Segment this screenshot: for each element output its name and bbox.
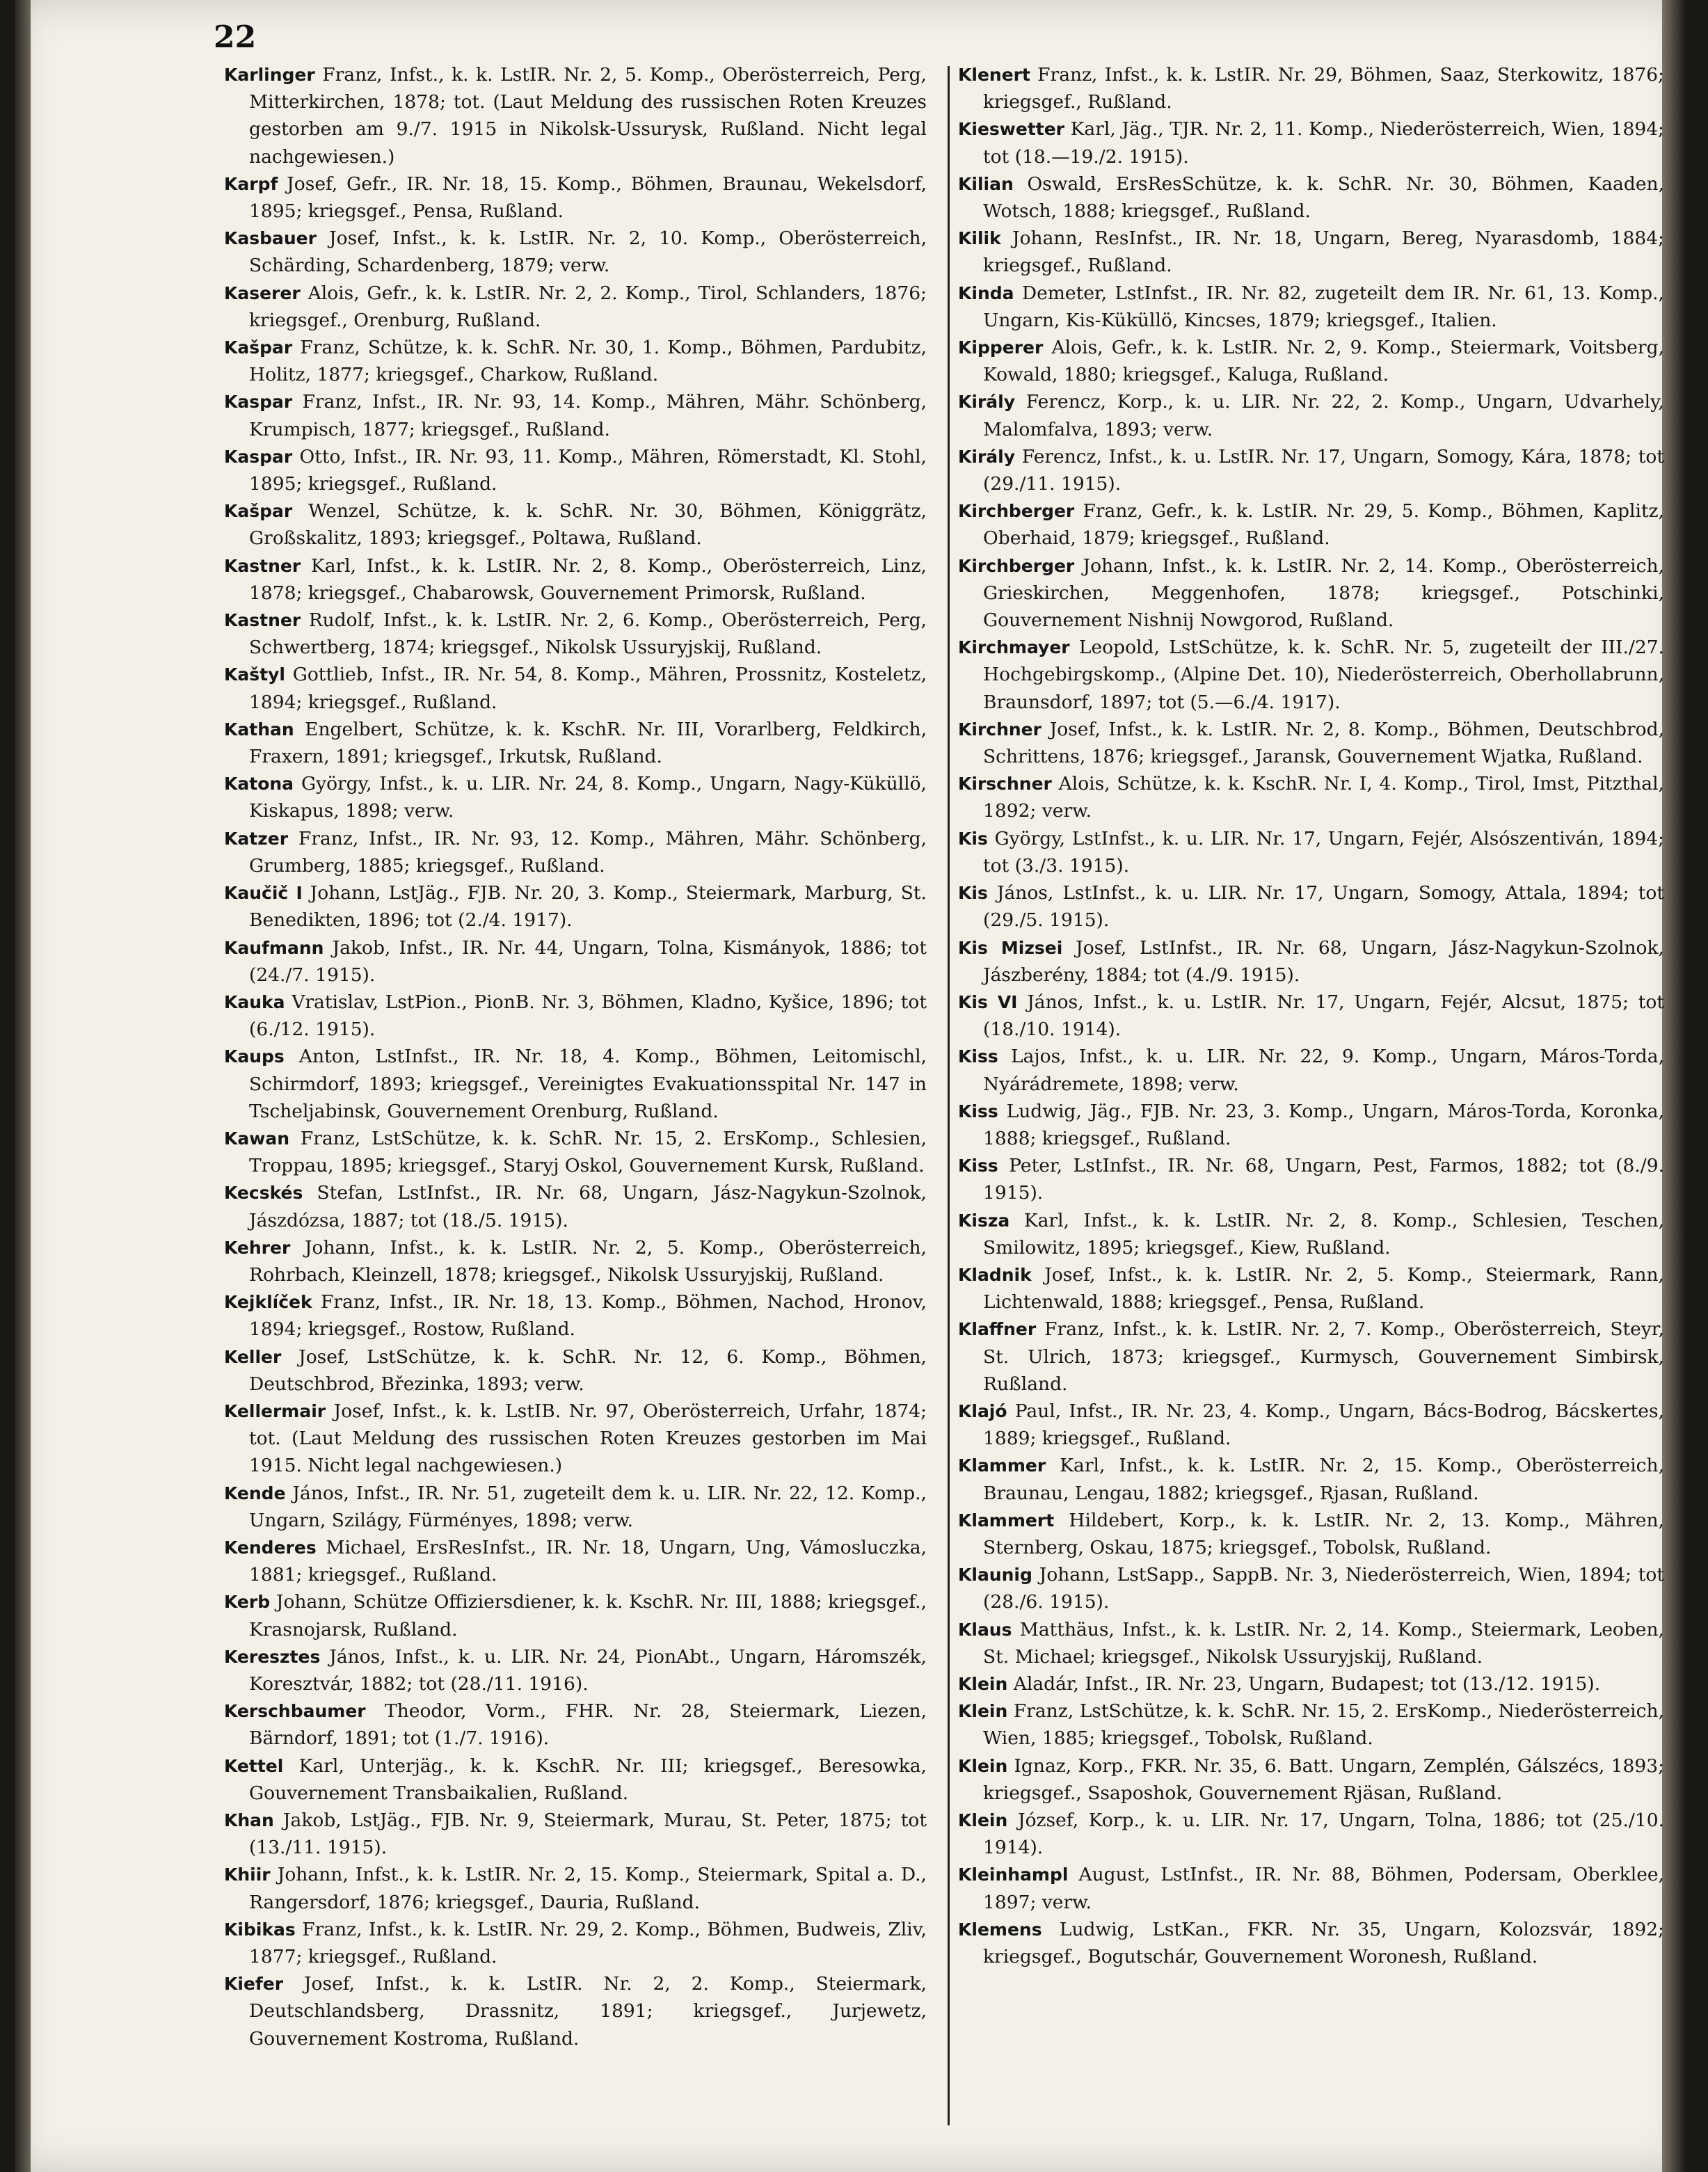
- entry-details: Alois, Schütze, k. k. KschR. Nr. I, 4. Komp., Tirol, Imst, Pitzthal, 1892; verw.: [983, 773, 1664, 822]
- entry-surname: Kleinhampl: [958, 1864, 1069, 1885]
- entry-details: Hildebert, Korp., k. k. LstIR. Nr. 2, 13. Komp., Mähren, Sternberg, Oskau, 1875; kriegsgef., Tobolsk, Rußland.: [983, 1509, 1664, 1558]
- casualty-entry: [224, 443, 927, 497]
- entry-surname: Klaffner: [958, 1319, 1037, 1340]
- right-column: [958, 61, 1664, 2134]
- entry-surname: Király: [958, 446, 1016, 467]
- entry-surname: Kende: [224, 1483, 286, 1503]
- casualty-entry: [958, 825, 1664, 879]
- entry-details: Franz, LstSchütze, k. k. SchR. Nr. 15, 2. ErsKomp., Niederösterreich, Wien, 1885; kriegsgef., Tobolsk, Rußland.: [983, 1700, 1664, 1750]
- entry-surname: Klaus: [958, 1619, 1012, 1640]
- entry-surname: Khiir: [224, 1864, 271, 1885]
- entry-details: Franz, Schütze, k. k. SchR. Nr. 30, 1. Komp., Böhmen, Pardubitz, Holitz, 1877; kriegsgef., Charkow, Rußland.: [249, 337, 927, 386]
- entry-surname: Kisza: [958, 1210, 1010, 1231]
- casualty-entry: [224, 1288, 927, 1343]
- column-divider: [948, 66, 950, 2125]
- entry-details: János, Infst., k. u. LstIR. Nr. 17, Ungarn, Fejér, Alcsut, 1875; tot (18./10. 1914).: [983, 991, 1664, 1041]
- entry-details: Franz, Infst., IR. Nr. 93, 14. Komp., Mähren, Mähr. Schönberg, Krumpisch, 1877; kriegsgef., Rußland.: [249, 391, 927, 440]
- entry-details: Rudolf, Infst., k. k. LstIR. Nr. 2, 6. Komp., Oberösterreich, Perg, Schwertberg, 1874; kriegsgef., Nikolsk Ussuryjskij, Rußland.: [249, 609, 927, 659]
- page-number: 22: [214, 19, 257, 55]
- entry-details: Paul, Infst., IR. Nr. 23, 4. Komp., Ungarn, Bács-Bodrog, Bácskertes, 1889; kriegsgef., Rußland.: [983, 1400, 1664, 1450]
- casualty-entry: [224, 1643, 927, 1698]
- entry-surname: Kellermair: [224, 1400, 326, 1421]
- entry-details: Josef, Infst., k. k. LstIR. Nr. 2, 2. Komp., Steiermark, Deutschlandsberg, Drassnitz, 1891; kriegsgef., Jurjewetz, Gouvernement Kostroma, Rußland.: [249, 1973, 927, 2050]
- casualty-entry: [958, 225, 1664, 279]
- entry-details: Jakob, LstJäg., FJB. Nr. 9, Steiermark, Murau, St. Peter, 1875; tot (13./11. 1915).: [249, 1810, 927, 1859]
- entry-details: Franz, Gefr., k. k. LstIR. Nr. 29, 5. Komp., Böhmen, Kaplitz, Oberhaid, 1879; kriegsgef., Rußland.: [983, 500, 1664, 550]
- entry-details: Josef, Gefr., IR. Nr. 18, 15. Komp., Böhmen, Braunau, Wekelsdorf, 1895; kriegsgef., Pensa, Rußland.: [249, 173, 927, 223]
- entry-surname: Kilian: [958, 173, 1014, 194]
- entry-details: Franz, Infst., k. k. LstIR. Nr. 29, 2. Komp., Böhmen, Budweis, Zliv, 1877; kriegsgef., Rußland.: [249, 1918, 927, 1968]
- entry-surname: Kaups: [224, 1046, 285, 1067]
- entry-surname: Kerb: [224, 1592, 271, 1613]
- entry-surname: Klajó: [958, 1400, 1007, 1421]
- entry-surname: Klaunig: [958, 1565, 1032, 1586]
- entry-surname: Kaštyl: [224, 664, 285, 685]
- entry-surname: Kis VI: [958, 991, 1018, 1012]
- casualty-entry: [958, 280, 1664, 334]
- entry-surname: Kiss: [958, 1046, 998, 1067]
- entry-details: Johann, Infst., k. k. LstIR. Nr. 2, 14. Komp., Oberösterreich, Grieskirchen, Meggenhofen, 1878; kriegsgef., Potschinki, Gouvernement Nishnij Nowgorod, Rußland.: [983, 554, 1664, 632]
- casualty-entry: [224, 1970, 927, 2052]
- entry-details: Ferencz, Korp., k. u. LIR. Nr. 22, 2. Komp., Ungarn, Udvarhely, Malomfalva, 1893; verw.: [983, 391, 1664, 440]
- entry-surname: Kastner: [224, 555, 301, 576]
- casualty-entry: [958, 879, 1664, 934]
- entry-details: Josef, LstInfst., IR. Nr. 68, Ungarn, Jász-Nagykun-Szolnok, Jászberény, 1884; tot (4./9. 1915).: [983, 936, 1664, 986]
- entry-details: János, LstInfst., k. u. LIR. Nr. 17, Ungarn, Somogy, Attala, 1894; tot (29./5. 1915).: [983, 882, 1664, 932]
- entry-details: Ignaz, Korp., FKR. Nr. 35, 6. Batt. Ungarn, Zemplén, Gálszécs, 1893; kriegsgef., Ssaposhok, Gouvernement Rjäsan, Rußland.: [983, 1755, 1664, 1804]
- casualty-entry: [958, 1452, 1664, 1506]
- casualty-entry: [224, 825, 927, 879]
- entry-details: Engelbert, Schütze, k. k. KschR. Nr. III, Vorarlberg, Feldkirch, Fraxern, 1891; kriegsgef., Irkutsk, Rußland.: [249, 718, 927, 768]
- casualty-entry: [224, 1043, 927, 1125]
- casualty-entry: [958, 61, 1664, 115]
- casualty-entry: [958, 634, 1664, 716]
- entry-surname: Kis Mizsei: [958, 937, 1063, 958]
- entry-surname: Kieswetter: [958, 119, 1065, 140]
- entry-surname: Keller: [224, 1346, 282, 1367]
- entry-surname: Kilik: [958, 228, 1001, 249]
- entry-details: Alois, Gefr., k. k. LstIR. Nr. 2, 9. Komp., Steiermark, Voitsberg, Kowald, 1880; kriegsgef., Kaluga, Rußland.: [983, 337, 1664, 386]
- casualty-entry: [958, 716, 1664, 770]
- casualty-entry: [958, 1807, 1664, 1861]
- entry-surname: Klammer: [958, 1455, 1046, 1476]
- casualty-entry: [958, 388, 1664, 442]
- entry-surname: Katzer: [224, 828, 289, 849]
- casualty-entry: [958, 1316, 1664, 1398]
- entry-surname: Kašpar: [224, 501, 293, 522]
- entry-details: Johann, Infst., k. k. LstIR. Nr. 2, 15. Komp., Steiermark, Spital a. D., Rangersdorf, 1876; kriegsgef., Dauria, Rußland.: [249, 1864, 927, 1913]
- entry-surname: Kladnik: [958, 1264, 1032, 1285]
- entry-details: Oswald, ErsResSchütze, k. k. SchR. Nr. 30, Böhmen, Kaaden, Wotsch, 1888; kriegsgef., Rußland.: [983, 173, 1664, 223]
- entry-surname: Kirschner: [958, 774, 1052, 794]
- page-edge-right: [1662, 0, 1685, 2172]
- entry-details: Johann, ResInfst., IR. Nr. 18, Ungarn, Bereg, Nyarasdomb, 1884; kriegsgef., Rußland.: [983, 227, 1664, 277]
- entry-details: János, Infst., IR. Nr. 51, zugeteilt dem k. u. LIR. Nr. 22, 12. Komp., Ungarn, Szilágy, Fürményes, 1898; verw.: [249, 1482, 927, 1531]
- casualty-entry: [958, 989, 1664, 1043]
- entry-surname: Klein: [958, 1755, 1008, 1776]
- casualty-entry: [958, 1398, 1664, 1452]
- page-edge-left: [15, 0, 31, 2172]
- casualty-entry: [224, 1698, 927, 1752]
- entry-details: Josef, Infst., k. k. LstIR. Nr. 2, 8. Komp., Böhmen, Deutschbrod, Schrittens, 1876; kriegsgef., Jaransk, Gouvernement Wjatka, Rußland.: [983, 718, 1664, 768]
- entry-details: Matthäus, Infst., k. k. LstIR. Nr. 2, 14. Komp., Steiermark, Leoben, St. Michael; kriegsgef., Nikolsk Ussuryjskij, Rußland.: [983, 1618, 1664, 1668]
- casualty-entry: [224, 716, 927, 770]
- casualty-entry: [224, 388, 927, 442]
- entry-surname: Kirchner: [958, 719, 1041, 740]
- entry-details: Josef, Infst., k. k. LstIR. Nr. 2, 5. Komp., Steiermark, Rann, Lichtenwald, 1888; kriegsgef., Pensa, Rußland.: [983, 1263, 1664, 1313]
- entry-details: Josef, LstSchütze, k. k. SchR. Nr. 12, 6. Komp., Böhmen, Deutschbrod, Březinka, 1893; verw.: [249, 1345, 927, 1395]
- entry-surname: Klein: [958, 1673, 1008, 1694]
- entry-surname: Karlinger: [224, 65, 315, 85]
- entry-surname: Kaspar: [224, 446, 293, 467]
- entry-surname: Khan: [224, 1810, 274, 1830]
- entry-surname: Kehrer: [224, 1237, 291, 1258]
- casualty-entry: [224, 661, 927, 715]
- entry-details: Otto, Infst., IR. Nr. 93, 11. Komp., Mähren, Römerstadt, Kl. Stohl, 1895; kriegsgef., Rußland.: [249, 445, 927, 495]
- casualty-entry: [958, 497, 1664, 552]
- entry-surname: Kiefer: [224, 1974, 284, 1995]
- casualty-entry: [224, 497, 927, 552]
- entry-surname: Kipperer: [958, 337, 1044, 358]
- entry-surname: Kecskés: [224, 1183, 303, 1204]
- entry-details: Franz, Infst., IR. Nr. 93, 12. Komp., Mähren, Mähr. Schönberg, Grumberg, 1885; kriegsgef., Rußland.: [249, 827, 927, 877]
- entry-surname: Kirchberger: [958, 501, 1075, 522]
- entry-surname: Klenert: [958, 65, 1030, 85]
- entry-details: Johann, Schütze Offiziersdiener, k. k. KschR. Nr. III, 1888; kriegsgef., Krasnojarsk, Rußland.: [249, 1591, 927, 1640]
- entry-details: Ludwig, Jäg., FJB. Nr. 23, 3. Komp., Ungarn, Máros-Torda, Koronka, 1888; kriegsgef., Rußland.: [983, 1100, 1664, 1149]
- entry-surname: Klein: [958, 1701, 1008, 1722]
- entry-details: János, Infst., k. u. LIR. Nr. 24, PionAbt., Ungarn, Háromszék, Koresztvár, 1882; tot (28./11. 1916).: [249, 1645, 927, 1695]
- casualty-entry: [224, 1861, 927, 1915]
- entry-details: Aladár, Infst., IR. Nr. 23, Ungarn, Budapest; tot (13./12. 1915).: [1013, 1672, 1601, 1695]
- left-column: [224, 61, 927, 2134]
- entry-details: József, Korp., k. u. LIR. Nr. 17, Ungarn, Tolna, 1886; tot (25./10. 1914).: [983, 1810, 1664, 1859]
- entry-surname: Katona: [224, 774, 294, 794]
- entry-surname: Karpf: [224, 173, 278, 194]
- entry-details: Demeter, LstInfst., IR. Nr. 82, zugeteilt dem IR. Nr. 61, 13. Komp., Ungarn, Kis-Küküllö, Kincses, 1879; kriegsgef., Italien.: [983, 282, 1664, 331]
- casualty-entry: [224, 989, 927, 1043]
- casualty-entry: [958, 934, 1664, 989]
- casualty-entry: [958, 1752, 1664, 1807]
- entry-details: Alois, Gefr., k. k. LstIR. Nr. 2, 2. Komp., Tirol, Schlanders, 1876; kriegsgef., Orenburg, Rußland.: [249, 282, 927, 331]
- entry-details: Leopold, LstSchütze, k. k. SchR. Nr. 5, zugeteilt der III./27. Hochgebirgskomp., (Alpine Det. 10), Niederösterreich, Oberhollabrunn, Braunsdorf, 1897; tot (5.—6./4. 1917).: [983, 637, 1664, 713]
- entry-details: Johann, LstSapp., SappB. Nr. 3, Niederösterreich, Wien, 1894; tot (28./6. 1915).: [983, 1564, 1664, 1613]
- casualty-entry: [224, 1752, 927, 1807]
- entry-details: Karl, Jäg., TJR. Nr. 2, 11. Komp., Niederösterreich, Wien, 1894; tot (18.—19./2. 1915).: [983, 118, 1664, 168]
- book-page: [15, 0, 1685, 2172]
- entry-details: Karl, Infst., k. k. LstIR. Nr. 2, 8. Komp., Oberösterreich, Linz, 1878; kriegsgef., Chabarowsk, Gouvernement Primorsk, Rußland.: [249, 554, 927, 604]
- entry-details: Josef, Infst., k. k. LstIR. Nr. 2, 10. Komp., Oberösterreich, Schärding, Schardenberg, 1879; verw.: [249, 227, 927, 277]
- casualty-entry: [224, 1916, 927, 1970]
- entry-surname: Kathan: [224, 719, 294, 740]
- entry-surname: Kirchberger: [958, 555, 1075, 576]
- entry-details: August, LstInfst., IR. Nr. 88, Böhmen, Podersam, Oberklee, 1897; verw.: [983, 1864, 1664, 1913]
- entry-details: Anton, LstInfst., IR. Nr. 18, 4. Komp., Böhmen, Leitomischl, Schirmdorf, 1893; kriegsgef., Vereinigtes Evakuationsspital Nr. 147 in Tscheljabinsk, Gouvernement Orenburg, Rußland.: [249, 1046, 927, 1122]
- casualty-entry: [224, 552, 927, 607]
- casualty-entry: [958, 1698, 1664, 1752]
- casualty-entry: [958, 1616, 1664, 1670]
- entry-details: Franz, Infst., IR. Nr. 18, 13. Komp., Böhmen, Nachod, Hronov, 1894; kriegsgef., Rostow, Rußland.: [249, 1291, 927, 1341]
- entry-surname: Klemens: [958, 1919, 1042, 1940]
- casualty-entry: [224, 1179, 927, 1233]
- entry-details: Theodor, Vorm., FHR. Nr. 28, Steiermark, Liezen, Bärndorf, 1891; tot (1./7. 1916).: [249, 1700, 927, 1750]
- casualty-entry: [224, 1234, 927, 1288]
- entry-surname: Kiss: [958, 1101, 998, 1121]
- entry-surname: Kastner: [224, 610, 301, 631]
- entry-details: Franz, Infst., k. k. LstIR. Nr. 2, 5. Komp., Oberösterreich, Perg, Mitterkirchen, 1878; tot. (Laut Meldung des russischen Roten Kreuzes gestorben am 9./7. 1915 in Nikolsk-Ussurysk, Rußland. Nicht legal nachgewiesen.): [249, 64, 927, 168]
- entry-surname: Kirchmayer: [958, 637, 1070, 658]
- entry-surname: Klammert: [958, 1510, 1055, 1531]
- entry-details: Peter, LstInfst., IR. Nr. 68, Ungarn, Pest, Farmos, 1882; tot (8./9. 1915).: [983, 1155, 1664, 1204]
- casualty-entry: [224, 280, 927, 334]
- entry-surname: Kasbauer: [224, 228, 317, 249]
- entry-surname: Kejklíček: [224, 1292, 312, 1313]
- casualty-entry: [958, 1916, 1664, 1970]
- entry-surname: Kis: [958, 883, 988, 904]
- casualty-entry: [224, 1807, 927, 1861]
- casualty-entry: [958, 1207, 1664, 1261]
- entry-surname: Kettel: [224, 1755, 284, 1776]
- casualty-entry: [958, 1043, 1664, 1097]
- entry-surname: Kenderes: [224, 1537, 317, 1558]
- entry-surname: Király: [958, 392, 1016, 413]
- casualty-entry: [224, 879, 927, 934]
- entry-details: Vratislav, LstPion., PionB. Nr. 3, Böhmen, Kladno, Kyšice, 1896; tot (6./12. 1915).: [249, 991, 927, 1041]
- entry-surname: Kerschbaumer: [224, 1701, 366, 1722]
- entry-details: György, Infst., k. u. LIR. Nr. 24, 8. Komp., Ungarn, Nagy-Küküllö, Kiskapus, 1898; verw.: [249, 773, 927, 822]
- casualty-entry: [958, 552, 1664, 634]
- casualty-entry: [224, 1588, 927, 1643]
- casualty-entry: [958, 1152, 1664, 1206]
- entry-details: Ferencz, Infst., k. u. LstIR. Nr. 17, Ungarn, Somogy, Kára, 1878; tot (29./11. 1915).: [983, 445, 1664, 495]
- casualty-entry: [958, 1507, 1664, 1561]
- casualty-entry: [224, 1343, 927, 1398]
- entry-surname: Kis: [958, 828, 988, 849]
- casualty-entry: [224, 1534, 927, 1588]
- entry-details: Franz, Infst., k. k. LstIR. Nr. 29, Böhmen, Saaz, Sterkowitz, 1876; kriegsgef., Rußland.: [983, 64, 1664, 113]
- entry-details: Karl, Unterjäg., k. k. KschR. Nr. III; kriegsgef., Beresowka, Gouvernement Transbaikalien, Rußland.: [249, 1755, 927, 1804]
- casualty-entry: [224, 1398, 927, 1480]
- entry-details: György, LstInfst., k. u. LIR. Nr. 17, Ungarn, Fejér, Alsószentiván, 1894; tot (3./3. 1915).: [983, 827, 1664, 877]
- entry-details: Jakob, Infst., IR. Nr. 44, Ungarn, Tolna, Kismányok, 1886; tot (24./7. 1915).: [249, 936, 927, 986]
- entry-details: Lajos, Infst., k. u. LIR. Nr. 22, 9. Komp., Ungarn, Máros-Torda, Nyárádremete, 1898; verw.: [983, 1046, 1664, 1095]
- entry-surname: Kinda: [958, 282, 1014, 303]
- entry-surname: Kašpar: [224, 337, 293, 358]
- entry-details: Johann, Infst., k. k. LstIR. Nr. 2, 5. Komp., Oberösterreich, Rohrbach, Kleinzell, 1878; kriegsgef., Nikolsk Ussuryjskij, Rußland.: [249, 1236, 927, 1286]
- casualty-entry: [224, 61, 927, 170]
- casualty-entry: [224, 1480, 927, 1534]
- entry-surname: Kaspar: [224, 392, 293, 413]
- casualty-entry: [958, 1861, 1664, 1915]
- casualty-entry: [958, 770, 1664, 824]
- entry-details: Josef, Infst., k. k. LstIB. Nr. 97, Oberösterreich, Urfahr, 1874; tot. (Laut Meldung des russischen Roten Kreuzes gestorben im Mai 1915. Nicht legal nachgewiesen.): [249, 1400, 927, 1477]
- casualty-entry: [958, 115, 1664, 170]
- entry-details: Michael, ErsResInfst., IR. Nr. 18, Ungarn, Ung, Vámosluczka, 1881; kriegsgef., Rußland.: [249, 1536, 927, 1586]
- casualty-entry: [958, 334, 1664, 388]
- casualty-entry: [224, 334, 927, 388]
- entry-details: Wenzel, Schütze, k. k. SchR. Nr. 30, Böhmen, Königgrätz, Großskalitz, 1893; kriegsgef., Poltawa, Rußland.: [249, 500, 927, 550]
- entry-surname: Kaučič I: [224, 883, 303, 904]
- casualty-entry: [224, 934, 927, 989]
- casualty-entry: [224, 1125, 927, 1179]
- entry-details: Franz, LstSchütze, k. k. SchR. Nr. 15, 2. ErsKomp., Schlesien, Troppau, 1895; kriegsgef., Staryj Oskol, Gouvernement Kursk, Rußland.: [249, 1127, 927, 1177]
- entry-surname: Klein: [958, 1810, 1008, 1830]
- casualty-entry: [958, 1670, 1664, 1698]
- entry-details: Franz, Infst., k. k. LstIR. Nr. 2, 7. Komp., Oberösterreich, Steyr, St. Ulrich, 1873; kriegsgef., Kurmysch, Gouvernement Simbirsk, Rußland.: [983, 1318, 1664, 1395]
- casualty-entry: [958, 170, 1664, 225]
- entry-surname: Keresztes: [224, 1646, 321, 1667]
- entry-details: Stefan, LstInfst., IR. Nr. 68, Ungarn, Jász-Nagykun-Szolnok, Jászdózsa, 1887; tot (18./5. 1915).: [249, 1182, 927, 1231]
- casualty-entry: [958, 443, 1664, 497]
- entry-details: Karl, Infst., k. k. LstIR. Nr. 2, 8. Komp., Schlesien, Teschen, Smilowitz, 1895; kriegsgef., Kiew, Rußland.: [983, 1209, 1664, 1259]
- entry-surname: Kiss: [958, 1156, 998, 1176]
- entry-details: Johann, LstJäg., FJB. Nr. 20, 3. Komp., Steiermark, Marburg, St. Benedikten, 1896; tot (2./4. 1917).: [249, 882, 927, 932]
- entry-details: Ludwig, LstKan., FKR. Nr. 35, Ungarn, Kolozsvár, 1892; kriegsgef., Bogutschár, Gouvernement Woronesh, Rußland.: [983, 1918, 1664, 1968]
- casualty-entry: [224, 607, 927, 661]
- casualty-entry: [958, 1561, 1664, 1615]
- entry-surname: Kauka: [224, 991, 285, 1012]
- entry-surname: Kaserer: [224, 282, 301, 303]
- entry-surname: Kaufmann: [224, 937, 324, 958]
- casualty-entry: [224, 225, 927, 279]
- casualty-entry: [958, 1098, 1664, 1152]
- casualty-entry: [224, 770, 927, 824]
- entry-surname: Kibikas: [224, 1919, 296, 1940]
- casualty-entry: [958, 1261, 1664, 1316]
- entry-details: Gottlieb, Infst., IR. Nr. 54, 8. Komp., Mähren, Prossnitz, Kosteletz, 1894; kriegsgef., Rußland.: [249, 664, 927, 713]
- entry-surname: Kawan: [224, 1128, 290, 1149]
- casualty-entry: [224, 170, 927, 225]
- entry-details: Karl, Infst., k. k. LstIR. Nr. 2, 15. Komp., Oberösterreich, Braunau, Lengau, 1882; kriegsgef., Rjasan, Rußland.: [983, 1455, 1664, 1504]
